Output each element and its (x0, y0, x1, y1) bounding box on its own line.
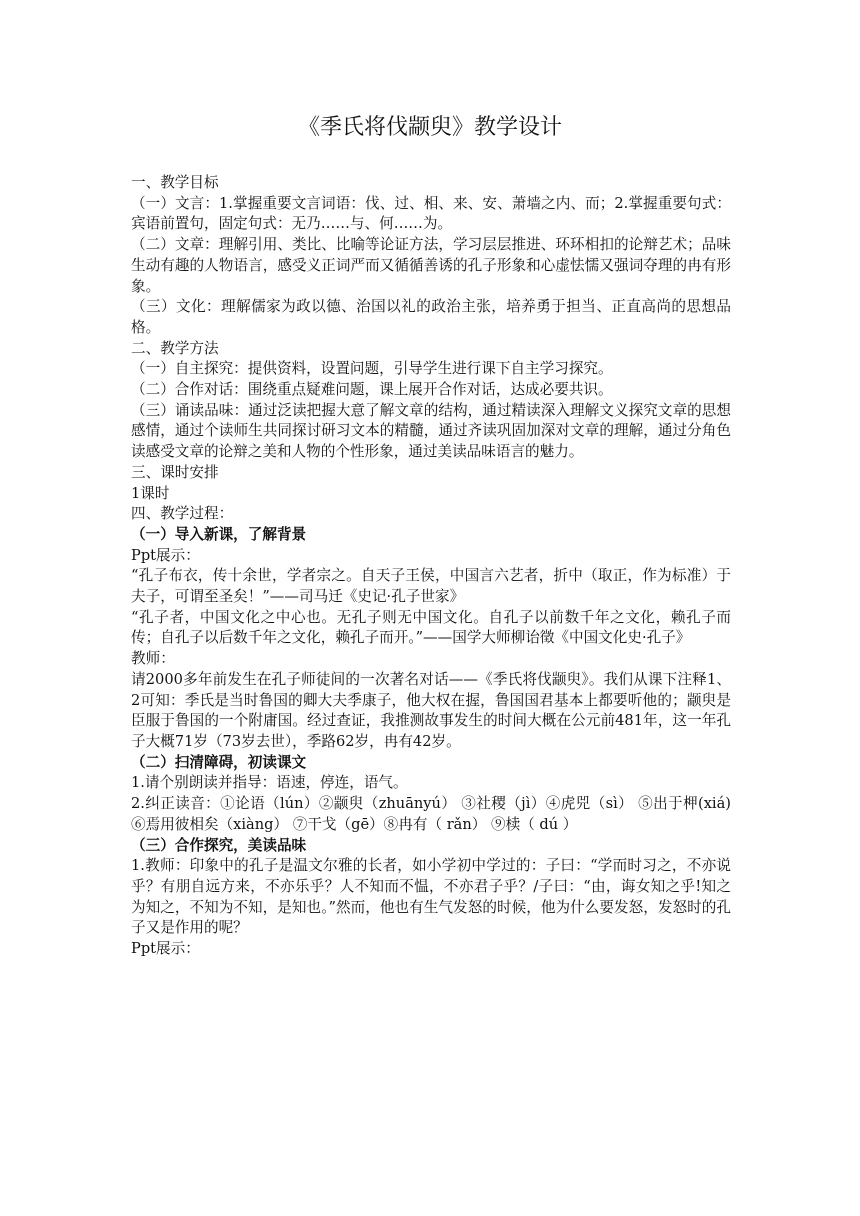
paragraph: 四、教学过程： (131, 505, 234, 523)
paragraph: 三、课时安排 (131, 463, 219, 481)
paragraph: （一）自主探究：提供资料，设置问题，引导学生进行课下自主学习探究。 (131, 360, 613, 378)
paragraph: （二）文章：理解引用、类比、比喻等论证方法，学习层层推进、环环相扣的论辩艺术；品味生动有趣的人物语言，感受义正词严而又循循善诱的孔子形象和心虚怯懦又强词夺理的冉有形象。 (131, 236, 731, 295)
document-title: 《季氏将伐颛臾》教学设计 (297, 115, 562, 140)
paragraph: 1.请个别朗读并指导：语速，停连，语气。 (131, 774, 408, 792)
paragraph: 1.教师：印象中的孔子是温文尔雅的长者，如小学初中学过的：子曰：“学而时习之，不亦说乎？有朋自远方来，不亦乐乎？人不知而不愠，不亦君子乎？/子曰：“由，诲女知之乎!知之为知之，不知为不知，是知也。”然而，他也有生气发怒的时候，他为什么要发怒，发怒时的孔子又是作用的呢？ (131, 857, 731, 937)
paragraph: 请2000多年前发生在孔子师徒间的一次著名对话——《季氏将伐颛臾》。我们从课下注释1、2可知：季氏是当时鲁国的卿大夫季康子，他大权在握，鲁国国君基本上都要听他的；颛臾是臣服于鲁国的一个附庸国。经过查证，我推测故事发生的时间大概在公元前481年，这一年孔子大概71岁（73岁去世），季路62岁，冉有42岁。 (131, 670, 731, 750)
paragraph: “孔子布衣，传十余世，学者宗之。自天子王侯，中国言六艺者，折中（取正，作为标准）于夫子，可谓至圣矣！”——司马迁《史记·孔子世家》 (131, 567, 731, 606)
paragraph: 2.纠正读音：①论语（lún）②颛臾（zhuānyú） ③社稷（jì）④虎兕（sì） ⑤出于柙(xiá) ⑥焉用彼相矣（xiàng） ⑦干戈（gē）⑧冉有（ rǎn） ⑨椟（ dú ） (131, 795, 731, 833)
paragraph: 教师： (131, 650, 175, 668)
paragraph: 一、教学目标 (131, 174, 219, 191)
paragraph: “孔子者，中国文化之中心也。无孔子则无中国文化。自孔子以前数千年之文化，赖孔子而传；自孔子以后数千年之文化，赖孔子而开。”——国学大师柳诒徵《中国文化史·孔子》 (131, 608, 731, 647)
paragraph: Ppt展示： (131, 546, 200, 564)
paragraph: （二）合作对话：围绕重点疑难问题，课上展开合作对话，达成必要共识。 (131, 381, 613, 399)
paragraph: （一）文言：1.掌握重要文言词语：伐、过、相、来、安、萧墙之内、而；2.掌握重要句式：宾语前置句，固定句式：无乃……与、何……为。 (131, 194, 731, 233)
section-heading: （三）合作探究，美读品味 (131, 836, 307, 854)
section-heading: （一）导入新课，了解背景 (131, 525, 307, 543)
section-heading: （二）扫清障碍，初读课文 (131, 753, 307, 771)
paragraph: 1课时 (131, 484, 170, 502)
paragraph: （三）诵读品味：通过泛读把握大意了解文章的结构，通过精读深入理解文义探究文章的思想感情，通过个读师生共同探讨研习文本的精髓，通过齐读巩固加深对文章的理解，通过分角色读感受文章的论辩之美和人物的个性形象，通过美读品味语言的魅力。 (131, 401, 731, 461)
paragraph: Ppt展示： (131, 940, 200, 958)
paragraph: 二、教学方法 (131, 339, 219, 357)
paragraph: （三）文化：理解儒家为政以德、治国以礼的政治主张，培养勇于担当、正直高尚的思想品格。 (131, 298, 731, 336)
document-body (131, 173, 731, 960)
